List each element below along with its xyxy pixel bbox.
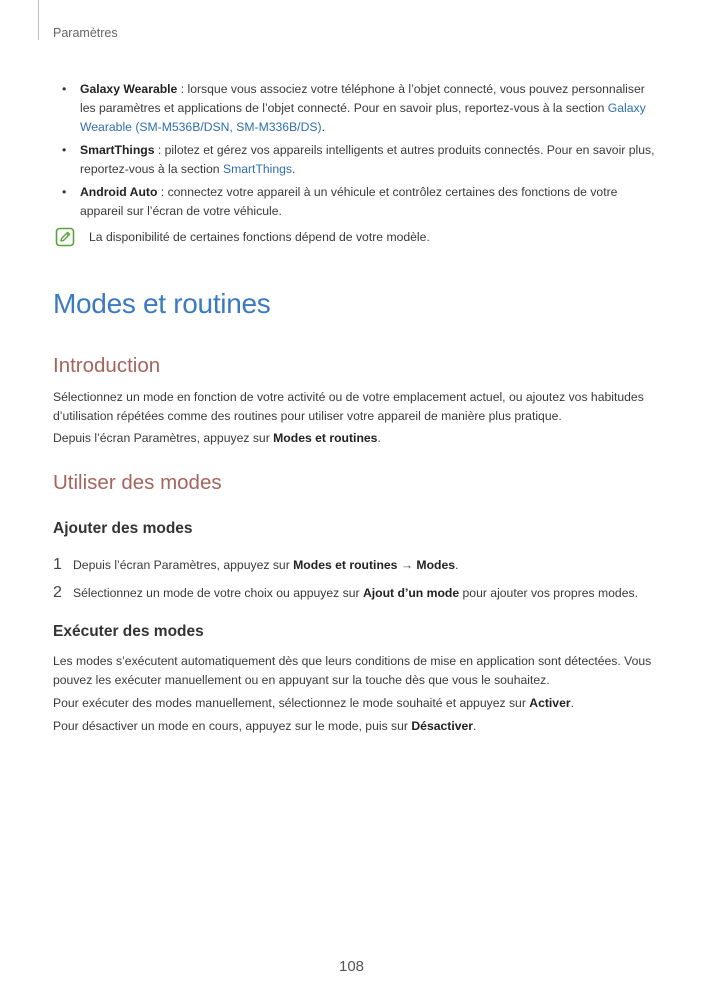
intro-instruction xyxy=(53,429,653,448)
page-number: 108 xyxy=(338,958,365,975)
list-item xyxy=(62,141,662,179)
run-instruction xyxy=(53,694,653,713)
header-divider xyxy=(38,0,39,40)
step-bold: Ajout d’un mode xyxy=(362,586,460,600)
instruction-end: . xyxy=(377,431,381,445)
step-pre: Sélectionnez un mode de votre choix ou appuyez sur xyxy=(73,586,363,600)
bullet-list xyxy=(62,80,662,225)
step-mid: → xyxy=(397,558,417,572)
run-paragraph: Les modes s’exécutent automatiquement dès que leurs conditions de mise en application sont détectées. Vous pouvez les exécuter manuellement ou en appuyant sur la touche dès que vous le souhaitez. xyxy=(53,654,652,687)
instruction-end: . xyxy=(570,696,574,710)
step-text xyxy=(73,558,458,572)
instruction-text: Pour exécuter des modes manuellement, sélectionnez le mode souhaité et appuyez sur xyxy=(53,696,530,710)
step-item xyxy=(53,556,673,574)
note-pencil-icon xyxy=(55,227,75,247)
deactivate-label: Désactiver xyxy=(411,719,474,733)
bullet-term: SmartThings xyxy=(80,143,155,157)
list-item xyxy=(62,183,662,221)
instruction-end: . xyxy=(473,719,477,733)
section-label: Paramètres xyxy=(53,26,118,40)
bullet-term: Galaxy Wearable xyxy=(80,82,178,96)
step-text xyxy=(73,586,638,600)
step-number: 1 xyxy=(53,556,62,573)
step-item xyxy=(53,584,673,602)
bullet-tail: . xyxy=(321,120,325,134)
page-title: Modes et routines xyxy=(53,288,271,319)
intro-paragraph: Sélectionnez un mode en fonction de votre activité ou de votre emplacement actuel, ou ajoutez vos habitudes d’utilisation répétées comme des routines pour utiliser votre appareil de manière plus pratique. xyxy=(53,390,644,423)
menu-name: Modes et routines xyxy=(273,431,378,445)
step-mid: pour ajouter vos propres modes. xyxy=(459,586,638,600)
list-item xyxy=(62,80,662,137)
section-link[interactable]: SmartThings xyxy=(222,162,293,176)
bullet-text: : lorsque vous associez votre téléphone à l’objet connecté, vous pouvez personnaliser les paramètres et applications de l’objet connecté. Pour en savoir plus, reportez-vous à la section xyxy=(80,82,645,115)
bullet-text: : pilotez et gérez vos appareils intelligents et autres produits connectés. Pour en savoir plus, reportez-vous à la section xyxy=(80,143,655,176)
bullet-text: : connectez votre appareil à un véhicule et contrôlez certaines des fonctions de votre appareil sur l’écran de votre véhicule. xyxy=(80,185,618,218)
step-bold2: Modes xyxy=(416,558,456,572)
note-text: La disponibilité de certaines fonctions dépend de votre modèle. xyxy=(89,230,430,244)
section-link[interactable]: Galaxy Wearable (SM-M536B/DSN, SM-M336B/DS) xyxy=(80,101,646,134)
activate-label: Activer xyxy=(529,696,571,710)
step-number: 2 xyxy=(53,584,62,601)
run-modes-heading: Exécuter des modes xyxy=(53,623,204,640)
step-pre: Depuis l’écran Paramètres, appuyez sur xyxy=(73,558,294,572)
instruction-text: Depuis l’écran Paramètres, appuyez sur xyxy=(53,431,274,445)
step-bold: Modes et routines xyxy=(293,558,398,572)
modes-heading: Utiliser des modes xyxy=(53,471,222,494)
intro-heading: Introduction xyxy=(53,354,161,377)
stop-instruction xyxy=(53,717,653,736)
step-post: . xyxy=(455,558,459,572)
note-box xyxy=(55,227,430,247)
instruction-text: Pour désactiver un mode en cours, appuyez sur le mode, puis sur xyxy=(53,719,412,733)
add-modes-heading: Ajouter des modes xyxy=(53,520,193,537)
bullet-term: Android Auto xyxy=(80,185,158,199)
bullet-tail: . xyxy=(292,162,296,176)
